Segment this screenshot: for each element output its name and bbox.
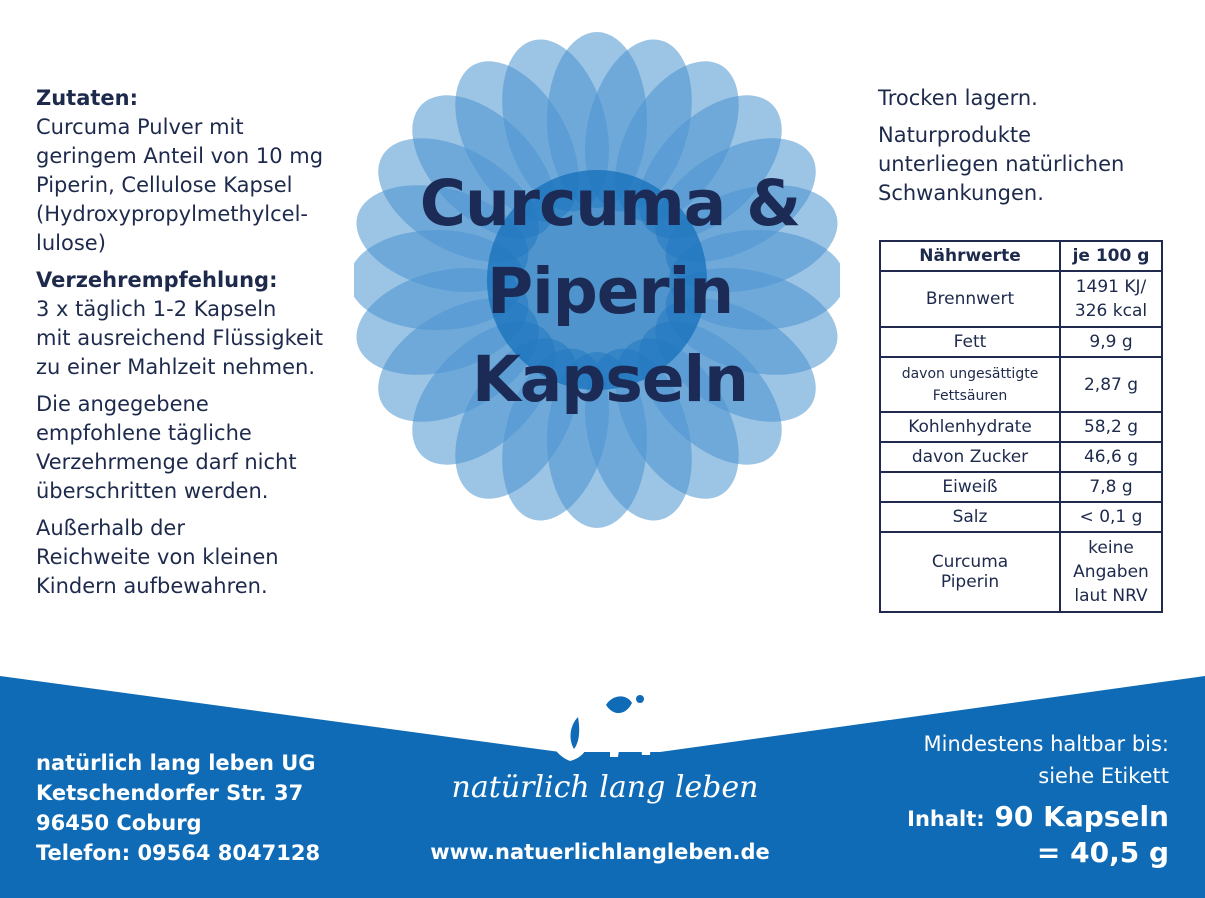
ingredients-text: Curcuma Pulver mit geringem Anteil von 10 mg Piperin, Cellulose Kapsel (Hydroxypropylmethylcel- lulose) xyxy=(36,115,324,255)
elephant-logo-icon xyxy=(530,665,670,773)
table-row xyxy=(880,357,1162,412)
dosage-text: 3 x täglich 1-2 Kapseln mit ausreichend Flüssigkeit zu einer Mahlzeit nehmen. xyxy=(36,297,324,379)
nutrient-label: Curcuma Piperin xyxy=(880,532,1060,612)
table-row xyxy=(880,412,1162,442)
left-info xyxy=(36,84,356,609)
nutrient-value: 9,9 g xyxy=(1060,327,1162,357)
table-row xyxy=(880,502,1162,532)
content-quantity: 90 Kapseln xyxy=(994,800,1169,833)
nutrient-value: 2,87 g xyxy=(1060,357,1162,412)
table-row xyxy=(880,472,1162,502)
nutrient-label: Brennwert xyxy=(880,271,1060,327)
company-address xyxy=(36,748,320,868)
nutrient-value: < 0,1 g xyxy=(1060,502,1162,532)
nutrient-label: Eiweiß xyxy=(880,472,1060,502)
table-row xyxy=(880,271,1162,327)
website-url[interactable]: www.natuerlichlangleben.de xyxy=(430,840,770,864)
nutrition-table xyxy=(879,240,1163,613)
content-weight: = 40,5 g xyxy=(1036,836,1169,869)
package-content xyxy=(907,800,1169,870)
product-title xyxy=(360,160,860,424)
nutrient-value: 1491 KJ/ 326 kcal xyxy=(1060,271,1162,327)
brand-wordmark: natürlich lang leben xyxy=(451,770,759,805)
title-line-3: Kapseln xyxy=(471,343,749,416)
dosage-heading: Verzehrempfehlung: xyxy=(36,268,278,292)
ingredients-heading: Zutaten: xyxy=(36,86,139,110)
warning-text: Die angegebene empfohlene tägliche Verzehrmenge darf nicht überschritten werden. xyxy=(36,392,297,503)
nutrient-value: 7,8 g xyxy=(1060,472,1162,502)
nutrition-header-row xyxy=(880,241,1162,271)
best-before-label: Mindestens haltbar bis: xyxy=(923,732,1169,756)
storage-info xyxy=(878,84,1178,216)
best-before-value: siehe Etikett xyxy=(1038,764,1169,788)
company-street: Ketschendorfer Str. 37 xyxy=(36,781,304,805)
nutrient-label: davon ungesättigte Fettsäuren xyxy=(880,357,1060,412)
title-line-1: Curcuma & xyxy=(419,167,801,240)
best-before xyxy=(924,728,1169,792)
storage-text: Trocken lagern. xyxy=(878,86,1038,110)
nutrient-value: 46,6 g xyxy=(1060,442,1162,472)
company-phone: Telefon: 09564 8047128 xyxy=(36,841,321,865)
natural-products-text: Naturprodukte unterliegen natürlichen Schwankungen. xyxy=(878,123,1125,205)
table-row xyxy=(880,532,1162,612)
nutrient-value: 58,2 g xyxy=(1060,412,1162,442)
nutrient-label: Fett xyxy=(880,327,1060,357)
nutrient-label: Salz xyxy=(880,502,1060,532)
content-label: Inhalt: xyxy=(907,807,985,831)
nutrient-label: Kohlenhydrate xyxy=(880,412,1060,442)
company-city: 96450 Coburg xyxy=(36,811,202,835)
nutrient-value: keine Angaben laut NRV xyxy=(1060,532,1162,612)
children-warning-text: Außerhalb der Reichweite von kleinen Kindern aufbewahren. xyxy=(36,516,279,598)
nutrition-header-value: je 100 g xyxy=(1060,241,1162,271)
nutrient-label: davon Zucker xyxy=(880,442,1060,472)
table-row xyxy=(880,327,1162,357)
title-line-2: Piperin xyxy=(486,255,734,328)
nutrition-header-label: Nährwerte xyxy=(880,241,1060,271)
company-name: natürlich lang leben UG xyxy=(36,751,316,775)
table-row xyxy=(880,442,1162,472)
